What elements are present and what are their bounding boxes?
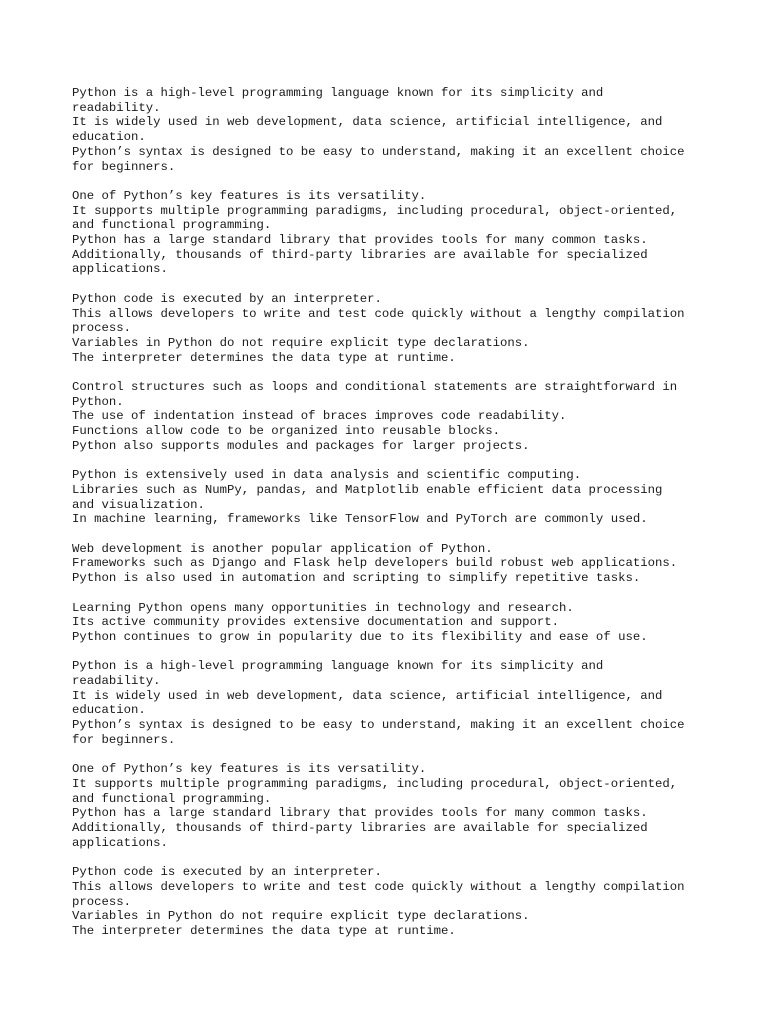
text-line: readability. xyxy=(72,674,161,689)
text-line: and functional programming. xyxy=(72,218,272,233)
text-line: Variables in Python do not require explicit type declarations. xyxy=(72,909,530,924)
text-line: education. xyxy=(72,703,146,718)
text-line: The use of indentation instead of braces improves code readability. xyxy=(72,409,567,424)
text-line: In machine learning, frameworks like TensorFlow and PyTorch are commonly used. xyxy=(72,512,648,527)
text-line: It is widely used in web development, data science, artificial intelligence, and xyxy=(72,115,663,130)
text-line: Variables in Python do not require explicit type declarations. xyxy=(72,335,530,350)
paragraph xyxy=(72,189,712,277)
text-line: Python is extensively used in data analysis and scientific computing. xyxy=(72,468,582,483)
text-line: Additionally, thousands of third-party libraries are available for specialized xyxy=(72,247,648,262)
text-line: Its active community provides extensive documentation and support. xyxy=(72,615,560,630)
text-line: One of Python’s key features is its versatility. xyxy=(72,762,427,777)
text-line: applications. xyxy=(72,262,168,277)
text-line: Python is a high-level programming language known for its simplicity and xyxy=(72,86,604,100)
text-line: Python continues to grow in popularity due to its flexibility and ease of use. xyxy=(72,629,648,644)
text-line: education. xyxy=(72,130,146,145)
text-line: and functional programming. xyxy=(72,791,272,806)
text-line: This allows developers to write and test code quickly without a lengthy compilation xyxy=(72,306,685,321)
paragraph xyxy=(72,601,712,645)
text-line: for beginners. xyxy=(72,159,176,174)
text-line: Python’s syntax is designed to be easy to understand, making it an excellent choice xyxy=(72,144,685,159)
text-line: and visualization. xyxy=(72,497,205,512)
paragraph xyxy=(72,542,712,586)
paragraph xyxy=(72,86,712,174)
text-line: Frameworks such as Django and Flask help developers build robust web applications. xyxy=(72,556,678,571)
text-line: Python’s syntax is designed to be easy to understand, making it an excellent choice xyxy=(72,718,685,733)
text-line: This allows developers to write and test code quickly without a lengthy compilation xyxy=(72,879,685,894)
text-line: It supports multiple programming paradigms, including procedural, object-oriented, xyxy=(72,776,678,791)
paragraph xyxy=(72,292,712,366)
text-line: One of Python’s key features is its versatility. xyxy=(72,188,427,203)
text-line: Python code is executed by an interpreter. xyxy=(72,291,382,306)
text-line: Learning Python opens many opportunities in technology and research. xyxy=(72,600,574,615)
paragraph xyxy=(72,659,712,747)
text-line: Python is also used in automation and scripting to simplify repetitive tasks. xyxy=(72,571,641,586)
text-line: Python has a large standard library that provides tools for many common tasks. xyxy=(72,233,648,248)
text-line: Python is a high-level programming language known for its simplicity and xyxy=(72,659,604,674)
paragraph xyxy=(72,762,712,850)
text-line: Functions allow code to be organized into reusable blocks. xyxy=(72,424,501,439)
text-line: Web development is another popular application of Python. xyxy=(72,541,493,556)
text-line: Python. xyxy=(72,394,124,409)
text-line: readability. xyxy=(72,100,161,115)
text-line: process. xyxy=(72,321,132,336)
text-line: It supports multiple programming paradigms, including procedural, object-oriented, xyxy=(72,203,678,218)
text-line: Libraries such as NumPy, pandas, and Matplotlib enable efficient data processing xyxy=(72,482,663,497)
document-page xyxy=(72,86,712,953)
paragraph xyxy=(72,865,712,939)
text-line: It is widely used in web development, data science, artificial intelligence, and xyxy=(72,688,663,703)
text-line: Control structures such as loops and conditional statements are straightforward in xyxy=(72,380,678,395)
text-line: for beginners. xyxy=(72,732,176,747)
text-line: Additionally, thousands of third-party libraries are available for specialized xyxy=(72,821,648,836)
text-line: applications. xyxy=(72,835,168,850)
text-line: Python has a large standard library that provides tools for many common tasks. xyxy=(72,806,648,821)
text-line: Python code is executed by an interpreter. xyxy=(72,865,382,880)
text-line: process. xyxy=(72,894,132,909)
text-line: The interpreter determines the data type at runtime. xyxy=(72,923,456,938)
paragraph xyxy=(72,380,712,454)
paragraph xyxy=(72,468,712,527)
text-line: The interpreter determines the data type at runtime. xyxy=(72,350,456,365)
text-line: Python also supports modules and packages for larger projects. xyxy=(72,438,530,453)
